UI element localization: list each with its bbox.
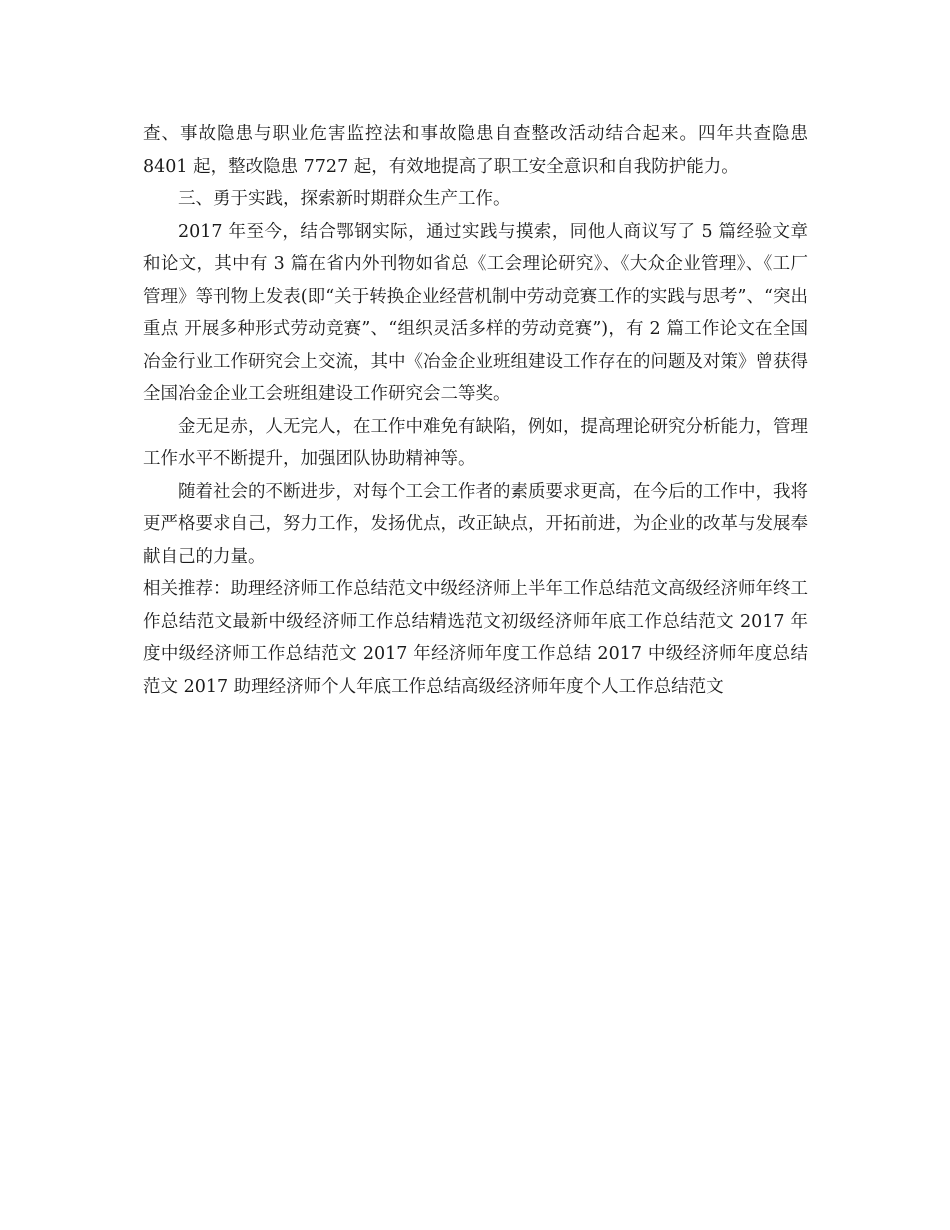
paragraph-future-plans: 随着社会的不断进步，对每个工会工作者的素质要求更高，在今后的工作中，我将更严格要求自己，努力工作，发扬优点，改正缺点，开拓前进，为企业的改革与发展奉献自己的力量。 xyxy=(143,481,808,567)
paragraph-publications: 2017 年至今，结合鄂钢实际，通过实践与摸索，同他人商议写了 5 篇经验文章和论文，其中有 3 篇在省内外刊物如省总《工会理论研究》、《大众企业管理》、《工厂管理》等刊物上发表(即“关于转换企业经营机制中劳动竞赛工作的实践与思考”、“突出重点 开展多种形式劳动竞赛”、“组织灵活多样的劳动竞赛”)，有 2 篇工作论文在全国冶金行业工作研究会上交流，其中《冶金企业班组建设工作存在的问题及对策》曾获得全国冶金企业工会班组建设工作研究会二等奖。 xyxy=(143,221,808,404)
section-heading-practice: 三、勇于实践，探索新时期群众生产工作。 xyxy=(178,189,511,209)
related-recommendations: 相关推荐：助理经济师工作总结范文中级经济师上半年工作总结范文高级经济师年终工作总结范文最新中级经济师工作总结精选范文初级经济师年底工作总结范文 2017 年度中级经济师工作总结范文 2017 年经济师年度工作总结 2017 中级经济师年度总结范文 2017 助理经济师个人年底工作总结高级经济师年度个人工作总结范文 xyxy=(143,579,808,697)
document-body xyxy=(143,118,808,703)
paragraph-safety-hazards: 查、事故隐患与职业危害监控法和事故隐患自查整改活动结合起来。四年共查隐患 8401 起，整改隐患 7727 起，有效地提高了职工安全意识和自我防护能力。 xyxy=(143,124,808,177)
paragraph-shortcomings: 金无足赤，人无完人，在工作中难免有缺陷，例如，提高理论研究分析能力，管理工作水平不断提升，加强团队协助精神等。 xyxy=(143,416,808,469)
